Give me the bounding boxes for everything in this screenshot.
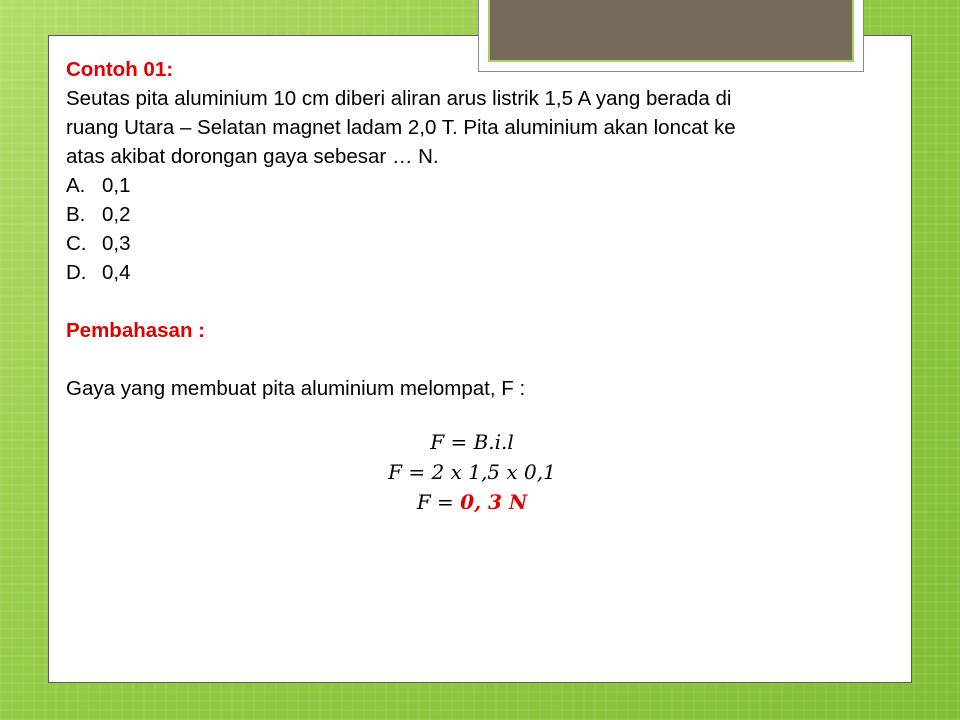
option-b xyxy=(66,200,866,229)
solution-heading: Pembahasan : xyxy=(66,319,205,342)
option-value: 0,1 xyxy=(102,174,131,197)
question-text xyxy=(66,84,866,171)
option-value: 0,3 xyxy=(102,232,131,255)
formula-prefix: F = xyxy=(416,490,461,514)
formula-line-3 xyxy=(300,487,644,517)
question-line: atas akibat dorongan gaya sebesar … N. xyxy=(66,145,439,168)
option-c xyxy=(66,229,866,258)
answer-options xyxy=(66,171,866,287)
formula-line-1: F = B.i.l xyxy=(430,430,514,454)
formula-line-2: F = 2 x 1,5 x 0,1 xyxy=(388,460,556,484)
option-letter: A. xyxy=(66,174,86,197)
option-value: 0,2 xyxy=(102,203,131,226)
option-letter: D. xyxy=(66,261,87,284)
option-a xyxy=(66,171,866,200)
spacer xyxy=(66,287,866,316)
question-line: ruang Utara – Selatan magnet ladam 2,0 T. Pita aluminium akan loncat ke xyxy=(66,116,736,139)
option-letter: B. xyxy=(66,203,86,226)
title-bar xyxy=(488,0,854,62)
example-heading: Contoh 01: xyxy=(66,58,174,81)
formula-result: 0, 3 N xyxy=(460,490,528,514)
spacer xyxy=(66,345,866,374)
solution-intro: Gaya yang membuat pita aluminium melompat, F : xyxy=(66,377,526,400)
option-d xyxy=(66,258,866,287)
slide-body xyxy=(66,55,866,403)
question-line: Seutas pita aluminium 10 cm diberi aliran arus listrik 1,5 A yang berada di xyxy=(66,87,732,110)
formula-block xyxy=(300,427,644,517)
option-value: 0,4 xyxy=(102,261,131,284)
option-letter: C. xyxy=(66,232,87,255)
